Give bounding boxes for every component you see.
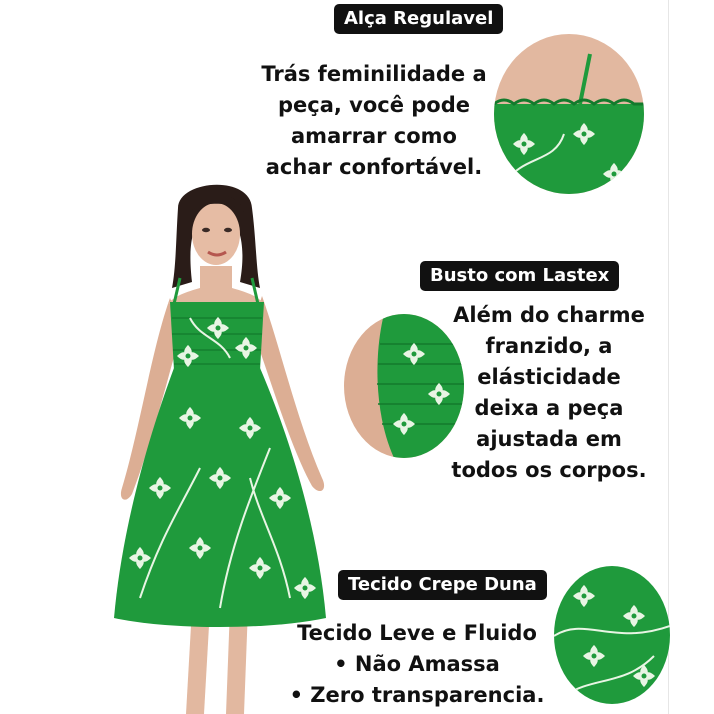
bust-feature-description	[424, 300, 674, 486]
description-line: franzido, a	[485, 334, 613, 358]
description-line: elásticidade	[477, 365, 621, 389]
fabric-feature-description	[272, 618, 562, 711]
fabric-detail-photo	[554, 566, 670, 704]
strap-feature-description	[248, 59, 500, 183]
bust-feature-badge: Busto com Lastex	[420, 261, 619, 291]
description-line: Tecido Leve e Fluido	[297, 621, 537, 645]
strap-feature-badge: Alça Regulavel	[334, 4, 503, 34]
description-line: ajustada em	[476, 427, 622, 451]
fabric-feature-badge: Tecido Crepe Duna	[338, 570, 547, 600]
description-line: Trás feminilidade a	[261, 62, 487, 86]
description-line: achar confortável.	[265, 155, 483, 179]
description-line: amarrar como	[291, 124, 457, 148]
description-line: todos os corpos.	[451, 458, 647, 482]
description-line: peça, você pode	[277, 93, 471, 117]
description-line: • Zero transparencia.	[289, 683, 545, 707]
description-line: • Não Amassa	[334, 652, 500, 676]
description-line: deixa a peça	[474, 396, 624, 420]
description-line: Além do charme	[453, 303, 645, 327]
strap-detail-photo	[494, 34, 644, 194]
